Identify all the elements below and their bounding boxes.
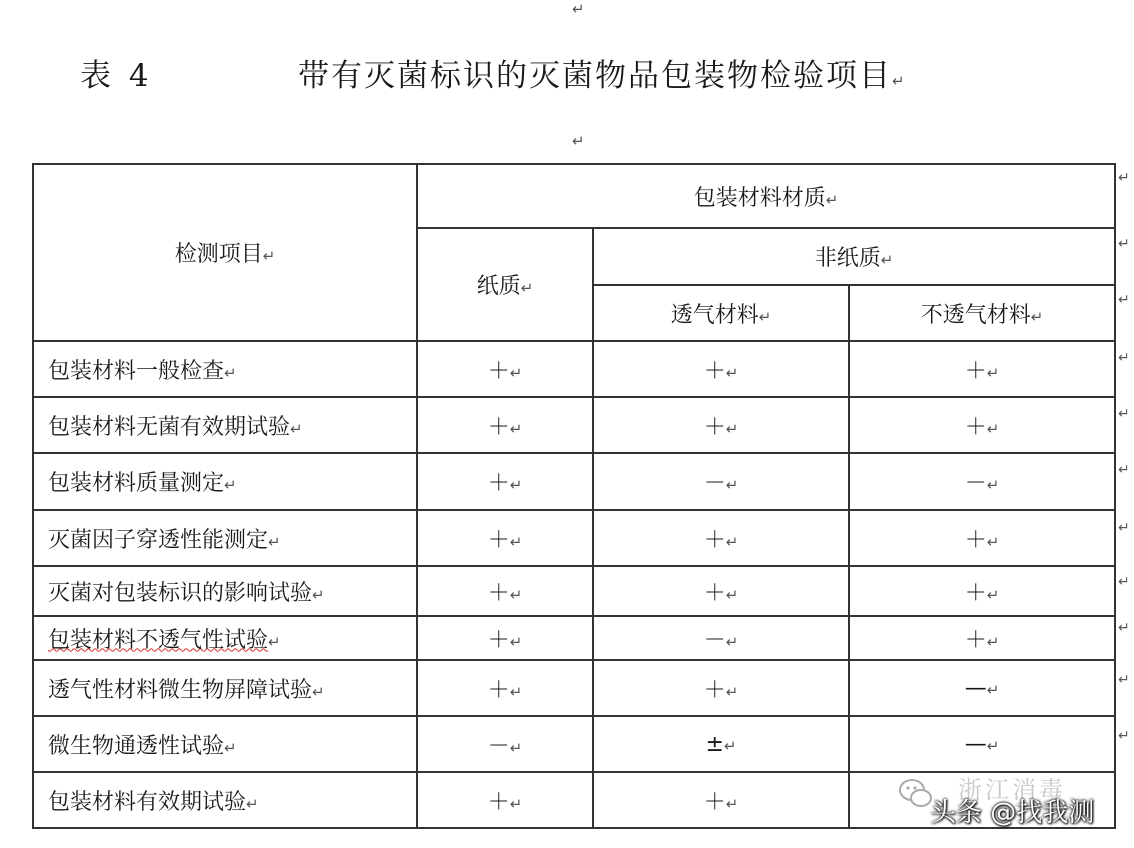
row-end-mark: ↵	[1118, 350, 1130, 366]
item-cell: 包装材料质量测定↵	[33, 453, 417, 510]
table-row	[33, 716, 1115, 772]
item-cell: 包装材料无菌有效期试验↵	[33, 397, 417, 453]
table-row	[33, 453, 1115, 510]
table-number: 表 4	[80, 58, 153, 94]
paper-cell: ＋↵	[417, 660, 593, 716]
breathable-cell: －↵	[593, 453, 849, 510]
table-title: 带有灭菌标识的灭菌物品包装物检验项目↵	[298, 58, 907, 94]
row-end-mark: ↵	[1118, 574, 1130, 590]
paper-cell: ＋↵	[417, 772, 593, 828]
row-end-mark: ↵	[1118, 728, 1130, 744]
watermark-text: 头条 @找我测	[930, 798, 1095, 828]
item-cell: 灭菌对包装标识的影响试验↵	[33, 566, 417, 616]
row-end-mark: ↵	[1118, 462, 1130, 478]
breathable-cell: ±↵	[593, 716, 849, 772]
table-row	[33, 566, 1115, 616]
header-non-breathable: 不透气材料↵	[849, 285, 1115, 341]
paper-cell: ＋↵	[417, 510, 593, 566]
breathable-cell: ＋↵	[593, 660, 849, 716]
table-row	[33, 397, 1115, 453]
table-row	[33, 660, 1115, 716]
breathable-cell: ＋↵	[593, 341, 849, 397]
row-end-mark: ↵	[1118, 292, 1130, 308]
row-end-mark: ↵	[1118, 406, 1130, 422]
header-non-paper: 非纸质↵	[593, 228, 1115, 285]
non-breathable-cell: ＋↵	[849, 341, 1115, 397]
table-caption	[0, 44, 1134, 94]
table-row	[33, 616, 1115, 660]
header-material: 包装材料材质↵	[417, 164, 1115, 228]
table-row	[33, 341, 1115, 397]
row-end-mark: ↵	[1118, 520, 1130, 536]
row-end-mark: ↵	[1118, 620, 1130, 636]
non-breathable-cell: ＋↵	[849, 510, 1115, 566]
paper-cell: ＋↵	[417, 341, 593, 397]
breathable-cell: ＋↵	[593, 397, 849, 453]
row-end-mark: ↵	[1118, 170, 1130, 186]
breathable-cell: ＋↵	[593, 772, 849, 828]
non-breathable-cell: ＋↵	[849, 566, 1115, 616]
item-cell: 包装材料一般检查↵	[33, 341, 417, 397]
non-breathable-cell: ＋↵	[849, 616, 1115, 660]
inspection-table	[32, 163, 1116, 829]
item-cell: 透气性材料微生物屏障试验↵	[33, 660, 417, 716]
watermark-faded-text: 浙江消毒	[958, 776, 1066, 804]
breathable-cell: ＋↵	[593, 510, 849, 566]
paper-cell: ＋↵	[417, 616, 593, 660]
non-breathable-cell: －↵	[849, 453, 1115, 510]
item-cell: 灭菌因子穿透性能测定↵	[33, 510, 417, 566]
paper-cell: ＋↵	[417, 397, 593, 453]
paper-cell: ＋↵	[417, 453, 593, 510]
paragraph-mark: ↵	[572, 132, 585, 150]
header-item: 检测项目↵	[33, 164, 417, 341]
row-end-mark: ↵	[1118, 672, 1130, 688]
item-cell: 微生物通透性试验↵	[33, 716, 417, 772]
header-breathable: 透气材料↵	[593, 285, 849, 341]
paper-cell: ＋↵	[417, 566, 593, 616]
item-cell: 包装材料有效期试验↵	[33, 772, 417, 828]
table-row	[33, 510, 1115, 566]
non-breathable-cell: —↵	[849, 716, 1115, 772]
paragraph-mark: ↵	[572, 0, 585, 18]
breathable-cell: －↵	[593, 616, 849, 660]
non-breathable-cell: —↵	[849, 660, 1115, 716]
header-paper: 纸质↵	[417, 228, 593, 341]
non-breathable-cell: ＋↵	[849, 397, 1115, 453]
paper-cell: －↵	[417, 716, 593, 772]
item-cell: 包装材料不透气性试验↵	[33, 616, 417, 660]
breathable-cell: ＋↵	[593, 566, 849, 616]
row-end-mark: ↵	[1118, 236, 1130, 252]
